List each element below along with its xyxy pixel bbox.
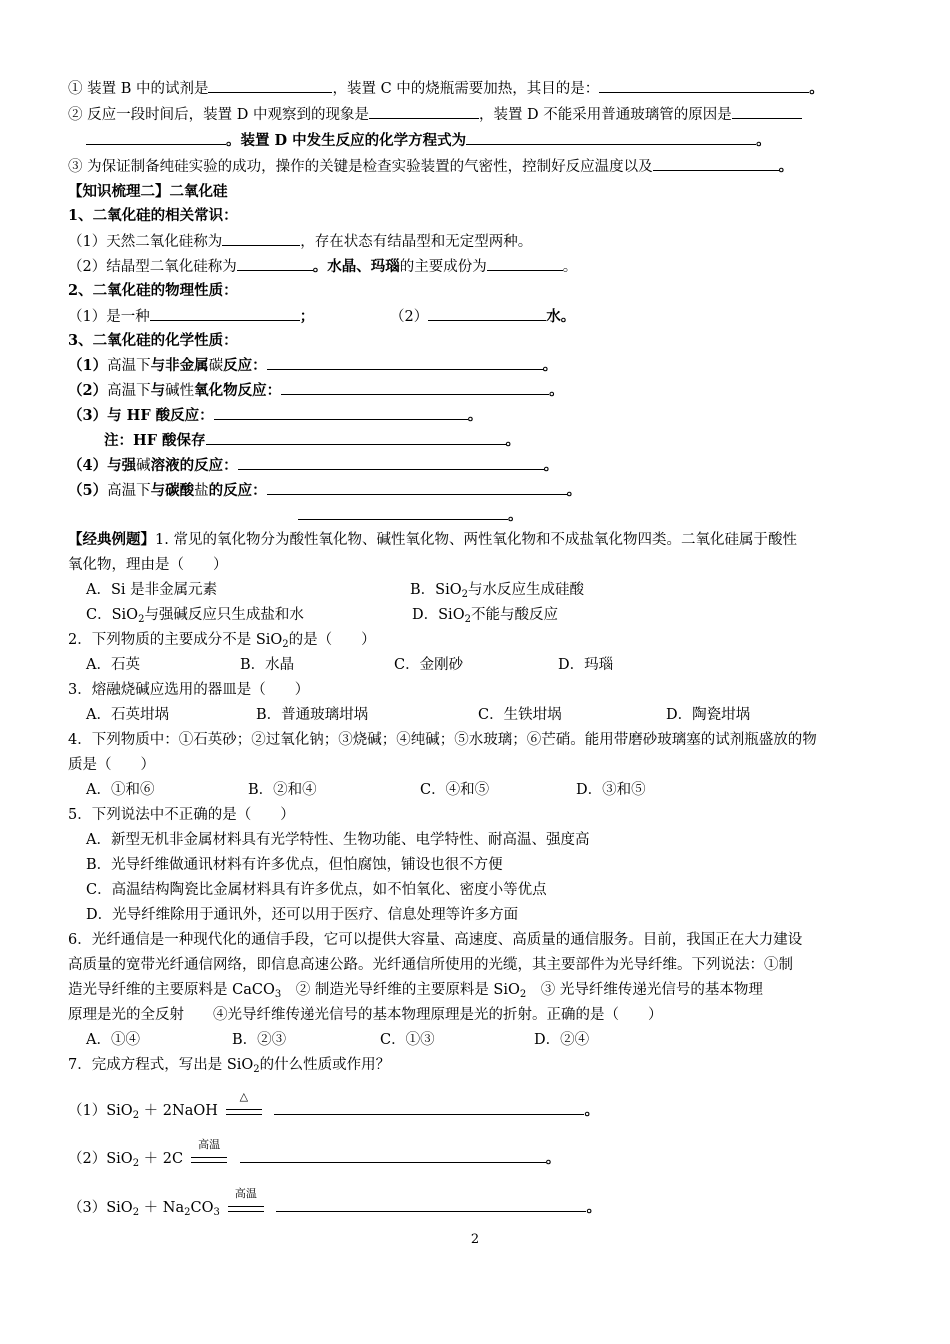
example-q2 bbox=[68, 630, 890, 650]
condition-label: △ bbox=[239, 1090, 249, 1103]
answer-blank[interactable] bbox=[240, 1148, 546, 1163]
text: 7．完成方程式，写出是 SiO bbox=[68, 1057, 254, 1073]
subscript: 2 bbox=[132, 1110, 140, 1121]
text: 。装置 D 中发生反应的化学方程式为 bbox=[226, 132, 467, 149]
chem-line-5b bbox=[298, 505, 890, 526]
text: 的反应： bbox=[179, 457, 238, 474]
answer-blank[interactable] bbox=[466, 130, 756, 145]
chem-line-1 bbox=[68, 355, 890, 376]
text: 。 bbox=[584, 1102, 599, 1119]
text: 。 bbox=[809, 80, 824, 97]
example-q7 bbox=[68, 1055, 890, 1075]
answer-blank[interactable] bbox=[238, 455, 544, 470]
answer-blank[interactable] bbox=[653, 156, 779, 171]
answer-blank[interactable] bbox=[150, 306, 300, 321]
text: ＋ Na bbox=[143, 1200, 185, 1216]
subheading-3: 3、二氧化硅的化学性质： bbox=[68, 332, 238, 349]
subheading-1: 1、二氧化硅的相关常识： bbox=[68, 207, 238, 224]
q6-option-d[interactable]: D．②④ bbox=[534, 1032, 590, 1048]
text: 氧化物反应： bbox=[194, 382, 282, 399]
q5-option-c[interactable]: C．高温结构陶瓷比金属材料具有许多优点，如不怕氧化、密度小等优点 bbox=[86, 882, 547, 898]
double-line bbox=[228, 1206, 264, 1212]
example-q3: 3．熔融烧碱应选用的器皿是（ ） bbox=[68, 682, 310, 698]
text: （1）是一种 bbox=[68, 309, 150, 325]
page-number: 2 bbox=[470, 1232, 480, 1247]
text: 1. 常见的氧化物分为酸性氧化物、碱性氧化物、两性氧化物和不成盐氧化物四类。二氧化硅属于酸性 bbox=[155, 532, 797, 548]
text: 。 bbox=[549, 382, 564, 399]
reaction-arrow bbox=[189, 1138, 229, 1169]
example-q1-line1 bbox=[68, 530, 890, 550]
text: 碱性 bbox=[165, 383, 195, 399]
text: ； bbox=[299, 308, 315, 325]
text: ，装置 D 不能采用普通玻璃管的原因是 bbox=[478, 107, 732, 123]
text: D．SiO bbox=[412, 607, 465, 623]
q2-option-b[interactable]: B．水晶 bbox=[240, 657, 295, 673]
subscript: 2 bbox=[132, 1158, 140, 1169]
example-q5: 5．下列说法中不正确的是（ ） bbox=[68, 807, 295, 823]
q3-option-c[interactable]: C．生铁坩埚 bbox=[478, 707, 562, 723]
example-q6-line2: 高质量的宽带光纤通信网络，即信息高速公路。光纤通信所使用的光缆，其主要部件为光导纤维。下列说法：①制 bbox=[68, 957, 793, 973]
subscript: 2 bbox=[464, 614, 471, 625]
question-line-2 bbox=[68, 104, 890, 125]
q2-option-d[interactable]: D．玛瑙 bbox=[558, 657, 614, 673]
text: （2） bbox=[390, 309, 429, 325]
text: 的什么性质或作用？ bbox=[259, 1057, 391, 1073]
text: ＋ 2C bbox=[143, 1151, 184, 1167]
text: 水晶、玛瑙 bbox=[327, 258, 400, 275]
question-line-1 bbox=[68, 78, 890, 99]
q4-option-a[interactable]: A．①和⑥ bbox=[86, 782, 155, 798]
q4-option-d[interactable]: D．③和⑤ bbox=[576, 782, 646, 798]
double-line bbox=[191, 1157, 227, 1163]
text: 反应： bbox=[223, 357, 267, 374]
answer-blank[interactable] bbox=[214, 405, 468, 420]
q2-option-a[interactable]: A．石英 bbox=[86, 657, 140, 673]
text: 与强碱反应只生成盐和水 bbox=[144, 607, 304, 623]
text: 。 bbox=[562, 259, 578, 275]
condition-label: 高温 bbox=[234, 1187, 257, 1200]
example-q1-line2: 氧化物，理由是（ ） bbox=[68, 557, 228, 573]
q5-option-d[interactable]: D．光导纤维除用于通讯外，还可以用于医疗、信息处理等许多方面 bbox=[86, 907, 519, 923]
text: 与 bbox=[150, 382, 166, 399]
text: ＋ 2NaOH bbox=[143, 1103, 218, 1119]
text: CO bbox=[190, 1200, 214, 1216]
text: 的反应： bbox=[208, 482, 267, 499]
text: 。 bbox=[508, 507, 523, 524]
text: 造光导纤维的主要原料是 CaCO bbox=[68, 982, 275, 998]
chem-line-5 bbox=[68, 480, 890, 501]
answer-blank[interactable] bbox=[298, 505, 508, 520]
answer-blank[interactable] bbox=[732, 104, 802, 119]
chem-line-2 bbox=[68, 380, 890, 401]
answer-blank[interactable] bbox=[267, 355, 543, 370]
text: 注：HF 酸保存 bbox=[104, 432, 206, 449]
chem-line-4 bbox=[68, 455, 890, 476]
text: （4）与强 bbox=[68, 457, 137, 474]
text: （5） bbox=[68, 482, 108, 499]
text: 高温下 bbox=[107, 383, 151, 399]
text: 的主要成份为 bbox=[399, 259, 487, 275]
q4-option-b[interactable]: B．②和④ bbox=[248, 782, 317, 798]
text: 高温下 bbox=[107, 358, 151, 374]
answer-blank[interactable] bbox=[487, 256, 563, 271]
answer-blank[interactable] bbox=[206, 430, 506, 445]
text: ② 反应一段时间后，装置 D 中观察到的现象是 bbox=[68, 107, 369, 123]
answer-blank[interactable] bbox=[369, 104, 479, 119]
text: （1）天然二氧化硅称为 bbox=[68, 234, 223, 250]
text: 与水反应生成硅酸 bbox=[468, 582, 584, 598]
text: 水。 bbox=[546, 308, 576, 325]
text: 。 bbox=[467, 407, 483, 424]
subscript: 3 bbox=[213, 1207, 220, 1218]
subscript: 2 bbox=[282, 639, 289, 650]
text: （3）SiO bbox=[68, 1200, 133, 1216]
text: ，存在状态有结晶型和无定型两种。 bbox=[300, 234, 533, 250]
answer-blank[interactable] bbox=[86, 130, 226, 145]
equation-3 bbox=[68, 1187, 890, 1218]
text: 。 bbox=[756, 132, 771, 149]
answer-blank[interactable] bbox=[599, 78, 809, 93]
note-line bbox=[104, 430, 890, 451]
text: （1）SiO bbox=[68, 1103, 133, 1119]
text: ，装置 C 中的烧瓶需要加热，其目的是： bbox=[332, 81, 600, 97]
answer-blank[interactable] bbox=[237, 256, 313, 271]
text: ② 制造光导纤维的主要原料是 SiO bbox=[281, 982, 520, 998]
physical-line-2 bbox=[390, 306, 575, 327]
equation-1 bbox=[68, 1090, 890, 1121]
reaction-arrow bbox=[226, 1187, 266, 1218]
answer-blank[interactable] bbox=[222, 231, 300, 246]
text: ① 装置 B 中的试剂是 bbox=[68, 81, 209, 97]
subheading-2: 2、二氧化硅的物理性质： bbox=[68, 282, 238, 299]
condition-label: 高温 bbox=[198, 1138, 221, 1151]
q6-option-b[interactable]: B．②③ bbox=[232, 1032, 287, 1048]
equation-2 bbox=[68, 1138, 890, 1169]
text: 。 bbox=[778, 158, 794, 175]
answer-blank[interactable] bbox=[274, 1100, 584, 1115]
text: 的是（ ） bbox=[288, 632, 376, 648]
answer-blank[interactable] bbox=[276, 1197, 586, 1212]
question-line-4 bbox=[68, 156, 890, 177]
subscript: 2 bbox=[461, 589, 468, 600]
text: 不能与酸反应 bbox=[470, 607, 558, 623]
text: 。 bbox=[545, 1150, 561, 1167]
text: ③ 光导纤维传递光信号的基本物理 bbox=[526, 982, 763, 998]
text: 碳 bbox=[208, 358, 224, 374]
text: C．SiO bbox=[86, 607, 139, 623]
answer-blank[interactable] bbox=[267, 480, 567, 495]
text: （2） bbox=[68, 382, 108, 399]
q4-option-c[interactable]: C．④和⑤ bbox=[420, 782, 490, 798]
q6-option-c[interactable]: C．①③ bbox=[380, 1032, 435, 1048]
subscript: 3 bbox=[274, 989, 282, 1000]
answer-blank[interactable] bbox=[281, 380, 549, 395]
example-q6-line4: 原理是光的全反射 ④光导纤维传递光信号的基本物理原理是光的折射。正确的是（ ） bbox=[68, 1007, 663, 1023]
subscript: 2 bbox=[132, 1207, 140, 1218]
text: 盐 bbox=[194, 483, 209, 499]
fact-line-2 bbox=[68, 256, 890, 277]
answer-blank[interactable] bbox=[208, 78, 332, 93]
q3-option-b[interactable]: B．普通玻璃坩埚 bbox=[256, 707, 369, 723]
text: 与非金属 bbox=[150, 357, 209, 374]
text: 。 bbox=[542, 357, 558, 374]
q2-option-c[interactable]: C．金刚砂 bbox=[394, 657, 464, 673]
q5-option-a[interactable]: A．新型无机非金属材料具有光学特性、生物功能、电学特性、耐高温、强度高 bbox=[86, 832, 590, 848]
text: 高温下 bbox=[107, 483, 151, 499]
q3-option-a[interactable]: A．石英坩埚 bbox=[86, 707, 169, 723]
q1-option-c[interactable] bbox=[86, 605, 304, 625]
example-q4-line2: 质是（ ） bbox=[68, 757, 155, 773]
text: 。 bbox=[505, 432, 521, 449]
q5-option-b[interactable]: B．光导纤维做通讯材料有许多优点，但怕腐蚀，铺设也很不方便 bbox=[86, 857, 503, 873]
text: 。 bbox=[312, 258, 328, 275]
fact-line-1 bbox=[68, 231, 890, 252]
text: 2．下列物质的主要成分不是 SiO bbox=[68, 632, 283, 648]
answer-blank[interactable] bbox=[428, 306, 546, 321]
text: （1） bbox=[68, 357, 108, 374]
subscript: 2 bbox=[138, 614, 145, 625]
text: 与碳酸 bbox=[150, 482, 195, 499]
example-q6-line3 bbox=[68, 980, 890, 1000]
q6-option-a[interactable]: A．①④ bbox=[86, 1032, 140, 1048]
text: 溶液 bbox=[150, 457, 180, 474]
text: ③ 为保证制备纯硅实验的成功，操作的关键是检查实验装置的气密性，控制好反应温度以及 bbox=[68, 159, 653, 175]
q3-option-d[interactable]: D．陶瓷坩埚 bbox=[666, 707, 751, 723]
chem-line-3 bbox=[68, 405, 890, 426]
q1-option-b[interactable] bbox=[410, 580, 584, 600]
subscript: 2 bbox=[184, 1207, 191, 1218]
example-q4-line1: 4．下列物质中：①石英砂；②过氧化钠；③烧碱；④纯碱；⑤水玻璃；⑥芒硝。能用带磨砂玻璃塞的试剂瓶盛放的物 bbox=[68, 732, 817, 748]
question-line-3 bbox=[68, 130, 890, 151]
q1-option-d[interactable] bbox=[412, 605, 558, 625]
subscript: 2 bbox=[253, 1064, 260, 1075]
text: （2）SiO bbox=[68, 1151, 133, 1167]
text: 【经典例题】 bbox=[68, 531, 155, 548]
text: （3）与 HF 酸反应： bbox=[68, 407, 214, 424]
double-line bbox=[226, 1109, 262, 1115]
section-heading: 【知识梳理二】二氧化硅 bbox=[68, 183, 228, 200]
reaction-arrow bbox=[224, 1090, 264, 1121]
text: 。 bbox=[586, 1199, 601, 1216]
text: 碱 bbox=[136, 458, 151, 474]
text: 。 bbox=[543, 457, 559, 474]
q1-option-a[interactable]: A．Si 是非金属元素 bbox=[86, 582, 218, 598]
subscript: 2 bbox=[519, 989, 527, 1000]
text: 。 bbox=[566, 482, 582, 499]
text: B．SiO bbox=[410, 582, 462, 598]
text: （2）结晶型二氧化硅称为 bbox=[68, 259, 237, 275]
example-q6-line1: 6．光纤通信是一种现代化的通信手段，它可以提供大容量、高速度、高质量的通信服务。目前，我国正在大力建设 bbox=[68, 932, 803, 948]
